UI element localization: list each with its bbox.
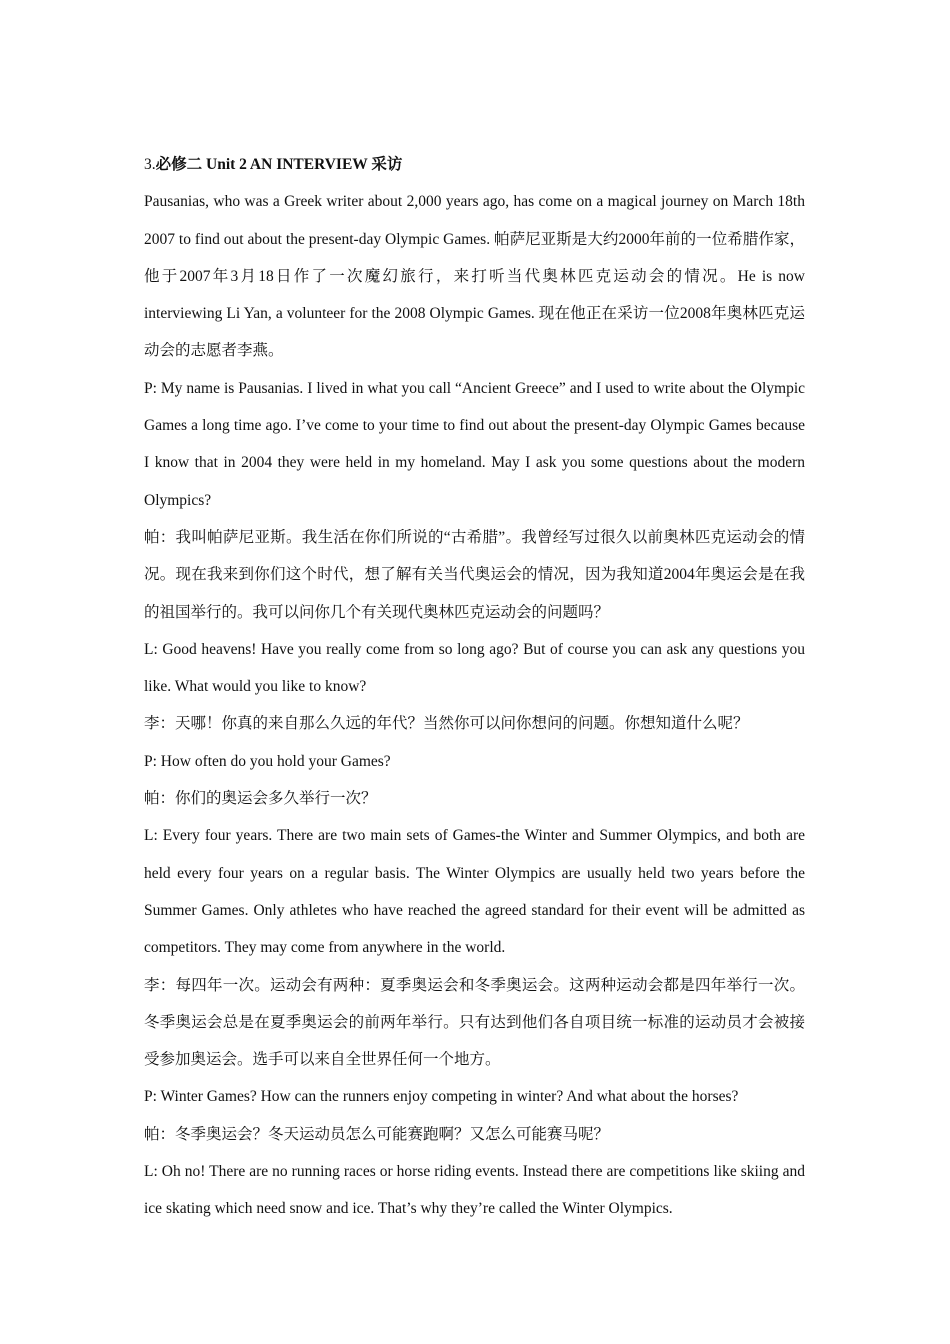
dialogue-line: P: How often do you hold your Games? [144,752,391,770]
dialogue-translation: 帕：我叫帕萨尼亚斯。我生活在你们所说的“古希腊”。我曾经写过很久以前奥林匹克运动会的情况。现在我来到你们这个时代，想了解有关当代奥运会的情况，因为我知道2004年奥运会是在我的祖国举行的。我可以问你几个有关现代奥林匹克运动会的问题吗？ [144,528,805,621]
dialogue-line: L: Good heavens! Have you really come from so long ago? But of course you can ask any questions you like. What would you like to know? [144,640,805,696]
intro-paragraph: Pausanias, who was a Greek writer about 2,000 years ago, has come on a magical journey on March 18th 2007 to find out about the present-day Olympic Games. 帕萨尼亚斯是大约2000年前的一位希腊作家，他于2007年3月18日作了一次魔幻旅行，来打听当代奥林匹克运动会的情况。He is now interviewing Li Yan, a volunteer for the 2008 Olympic Games. 现在他正在采访一位2008年奥林匹克运动会的志愿者李燕。 [144,193,805,360]
dialogue-line: P: My name is Pausanias. I lived in what you call “Ancient Greece” and I used to write about the Olympic Games a long time ago. I’ve come to your time to find out about the present-day Olympic Games because I know that in 2004 they were held in my homeland. May I ask you some questions about the modern Olympics? [144,379,805,509]
dialogue-translation: 帕：冬季奥运会？冬天运动员怎么可能赛跑啊？又怎么可能赛马呢？ [144,1125,610,1143]
dialogue-translation: 李：每四年一次。运动会有两种：夏季奥运会和冬季奥运会。这两种运动会都是四年举行一次。冬季奥运会总是在夏季奥运会的前两年举行。只有达到他们各自项目统一标准的运动员才会被接受参加奥运会。选手可以来自全世界任何一个地方。 [144,976,805,1069]
dialogue-line: L: Oh no! There are no running races or horse riding events. Instead there are competitions like skiing and ice skating which need snow and ice. That’s why they’re called the Winter Olympics. [144,1163,805,1218]
dialogue-line: P: Winter Games? How can the runners enjoy competing in winter? And what about the horses? [144,1088,739,1106]
section-number: 3. [144,156,156,173]
dialogue-line: L: Every four years. There are two main sets of Games-the Winter and Summer Olympics, and both are held every four years on a regular basis. The Winter Olympics are usually held two years before the Summer Games. Only athletes who have reached the agreed standard for their event will be admitted as competitors. They may come from anywhere in the world. [144,827,805,957]
dialogue-translation: 李：天哪！你真的来自那么久远的年代？当然你可以问你想问的问题。你想知道什么呢？ [144,715,749,733]
document-page [144,146,805,1228]
section-title: 必修二 Unit 2 AN INTERVIEW 采访 [155,156,403,173]
dialogue-translation: 帕：你们的奥运会多久举行一次？ [144,790,377,808]
section-heading [144,146,805,183]
